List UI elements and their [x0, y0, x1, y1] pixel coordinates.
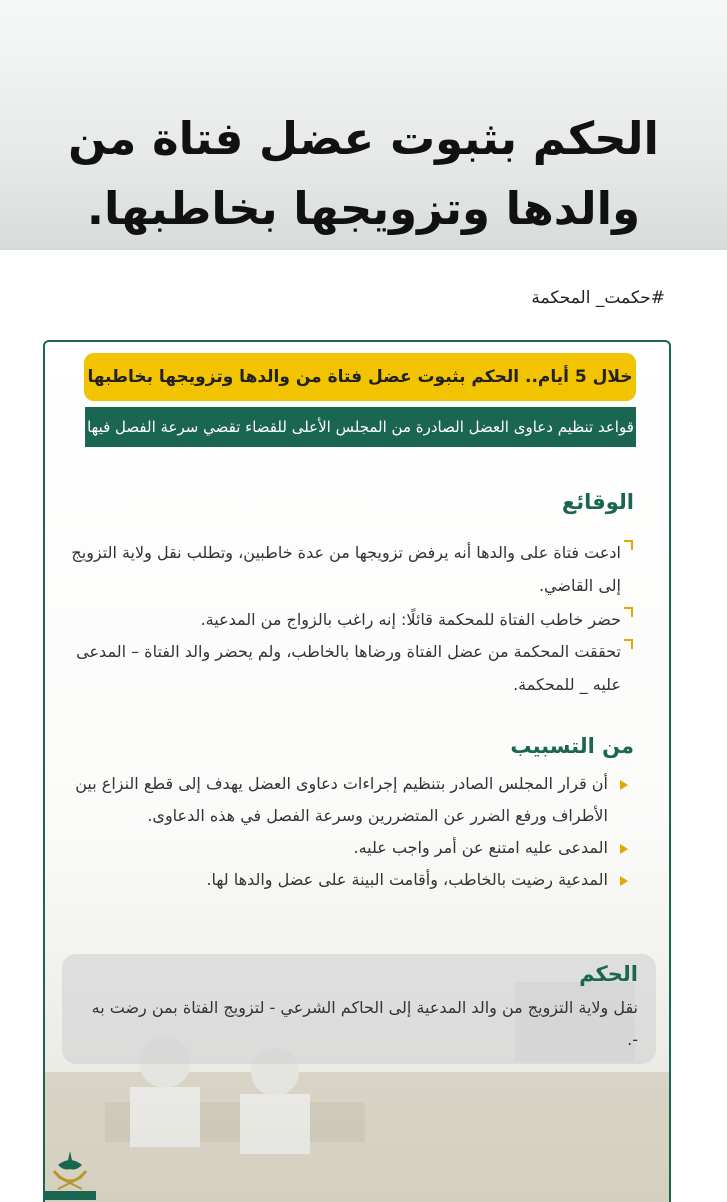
corner-bullet-icon — [624, 540, 633, 550]
triangle-bullet-icon — [620, 780, 628, 790]
list-item: أن قرار المجلس الصادر بتنظيم إجراءات دعاوى العضل يهدف إلى قطع النزاع بين الأطراف ورفع الضرر عن المتضررين وسرعة الفصل في هذه الدعاوى. — [67, 768, 632, 832]
list-item: المدعى عليه امتنع عن أمر واجب عليه. — [67, 832, 632, 864]
verdict-title: الحكم — [579, 962, 638, 986]
triangle-bullet-icon — [620, 876, 628, 886]
facts-title: الوقائع — [561, 490, 634, 514]
fact-item: حضر خاطب الفتاة للمحكمة قائلًا: إنه راغب بالزواج من المدعية. — [61, 603, 631, 636]
ministry-emblem-icon — [40, 1145, 100, 1200]
hashtag[interactable]: #حكمت_ المحكمة — [531, 288, 665, 308]
fact-item: تحققت المحكمة من عضل الفتاة ورضاها بالخاطب، ولم يحضر والد الفتاة – المدعى عليه _ للمحكمة. — [61, 635, 631, 701]
triangle-bullet-icon — [620, 844, 628, 854]
page-title: الحكم بثبوت عضل فتاة من والدها وتزويجها بخاطبها. — [68, 112, 659, 235]
list-item: المدعية رضيت بالخاطب، وأقامت البينة على عضل والدها لها. — [67, 864, 632, 896]
corner-bullet-icon — [624, 639, 633, 649]
header-banner — [0, 0, 727, 250]
reasoning-title: من التسبيب — [510, 734, 634, 758]
verdict-text: نقل ولاية التزويج من والد المدعية إلى الحاكم الشرعي - لتزويج الفتاة بمن رضت به -. — [91, 998, 638, 1049]
sub-banner: قواعد تنظيم دعاوى العضل الصادرة من المجلس الأعلى للقضاء تقضي سرعة الفصل فيها — [85, 407, 636, 447]
headline-banner: خلال 5 أيام.. الحكم بثبوت عضل فتاة من والدها وتزويجها بخاطبها — [84, 353, 636, 401]
verdict-box — [62, 954, 656, 1064]
corner-bullet-icon — [624, 607, 633, 617]
reasoning-list — [67, 768, 632, 896]
info-card — [43, 340, 671, 1202]
fact-item: ادعت فتاة على والدها أنه يرفض تزويجها من عدة خاطبين، وتطلب نقل ولاية التزويج إلى القاضي. — [61, 536, 631, 602]
